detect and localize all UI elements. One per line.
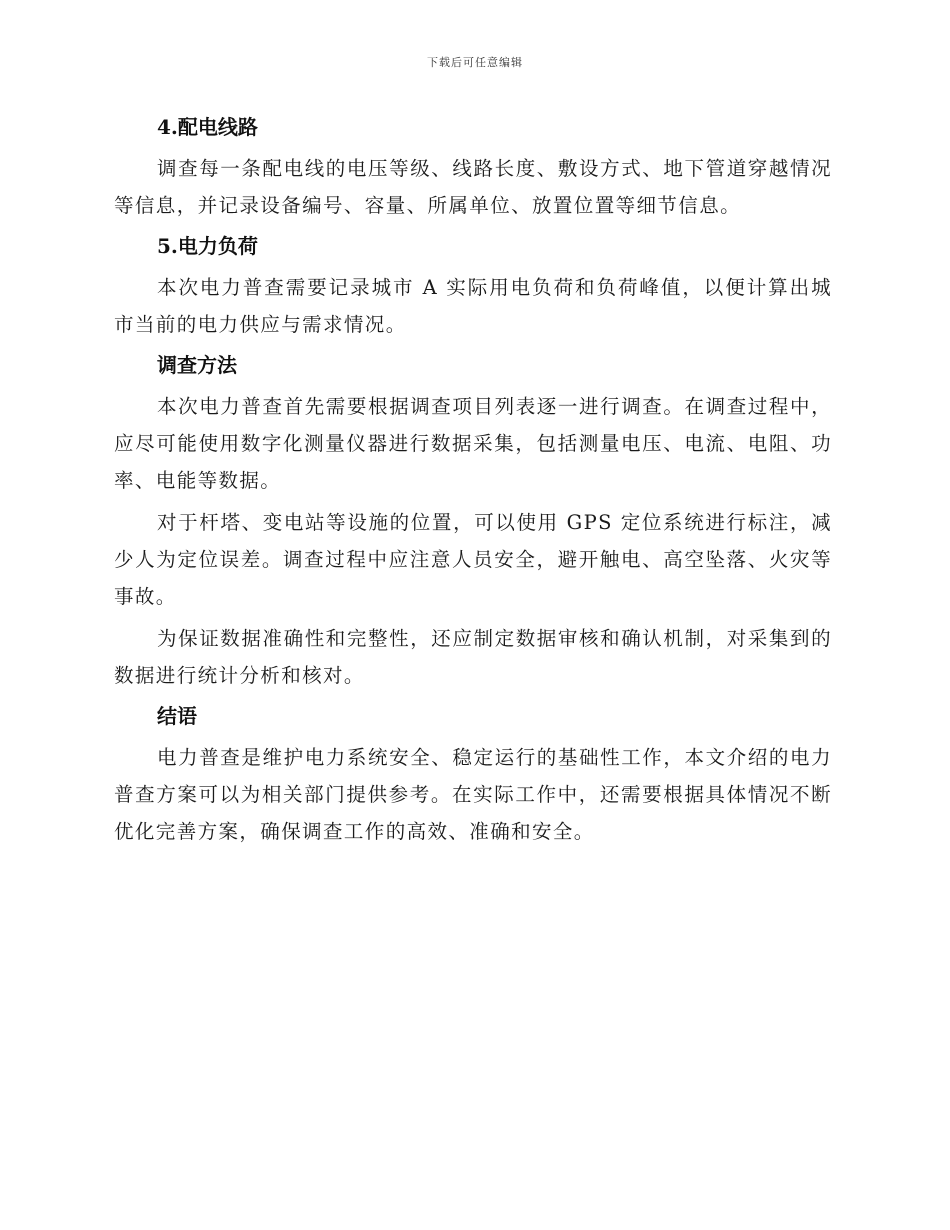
- section-heading: 调查方法: [157, 353, 237, 377]
- section-heading: 5.电力负荷: [157, 234, 258, 258]
- page-header: 下载后可任意编辑: [427, 56, 523, 69]
- paragraph: 电力普查是维护电力系统安全、稳定运行的基础性工作，本文介绍的电力普查方案可以为相关部门提供参考。在实际工作中，还需要根据具体情况不断优化完善方案，确保调查工作的高效、准确和安全。: [114, 746, 832, 843]
- section-distribution-lines: [114, 110, 832, 224]
- section-heading: 结语: [157, 704, 197, 728]
- paragraph: 调查每一条配电线的电压等级、线路长度、敷设方式、地下管道穿越情况等信息，并记录设备编号、容量、所属单位、放置位置等细节信息。: [114, 157, 832, 217]
- section-power-load: [114, 229, 832, 343]
- document-body: [114, 110, 832, 855]
- paragraph: 为保证数据准确性和完整性，还应制定数据审核和确认机制，对采集到的数据进行统计分析和核对。: [114, 627, 832, 687]
- paragraph: 对于杆塔、变电站等设施的位置，可以使用 GPS 定位系统进行标注，减少人为定位误差。调查过程中应注意人员安全，避开触电、高空坠落、火灾等事故。: [114, 511, 832, 608]
- paragraph: 本次电力普查首先需要根据调查项目列表逐一进行调查。在调查过程中，应尽可能使用数字化测量仪器进行数据采集，包括测量电压、电流、电阻、功率、电能等数据。: [114, 395, 832, 492]
- paragraph: 本次电力普查需要记录城市 A 实际用电负荷和负荷峰值，以便计算出城市当前的电力供应与需求情况。: [114, 276, 832, 336]
- section-conclusion: [114, 699, 832, 850]
- section-survey-method: [114, 348, 832, 694]
- section-heading: 4.配电线路: [157, 115, 258, 139]
